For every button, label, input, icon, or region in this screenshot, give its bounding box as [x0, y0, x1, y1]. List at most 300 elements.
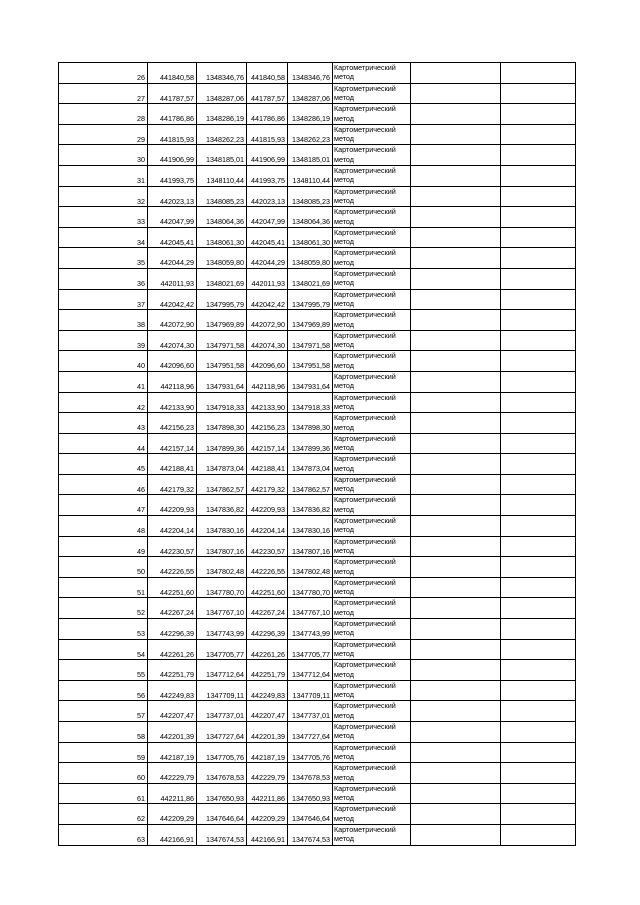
y-coordinate-cell: 1347712,64: [197, 660, 247, 681]
point-number-cell: 43: [59, 413, 148, 434]
x-coordinate-repeat-cell: 442207,47: [247, 701, 288, 722]
y-coordinate-repeat-cell: 1348059,80: [288, 248, 333, 269]
x-coordinate-cell: 442047,99: [148, 207, 197, 228]
x-coordinate-repeat-cell: 442226,55: [247, 557, 288, 578]
empty-cell: [411, 330, 501, 351]
point-number-cell: 35: [59, 248, 148, 269]
empty-cell: [501, 557, 576, 578]
y-coordinate-repeat-cell: 1348064,36: [288, 207, 333, 228]
x-coordinate-cell: 442023,13: [148, 186, 197, 207]
table-row: [59, 557, 576, 578]
x-coordinate-repeat-cell: 442251,60: [247, 577, 288, 598]
empty-cell: [411, 495, 501, 516]
y-coordinate-cell: 1348286,19: [197, 104, 247, 125]
empty-cell: [501, 413, 576, 434]
y-coordinate-cell: 1348085,23: [197, 186, 247, 207]
table-row: [59, 289, 576, 310]
table-row: [59, 207, 576, 228]
empty-cell: [411, 536, 501, 557]
method-cell: Картометрический метод: [333, 310, 411, 331]
method-cell: Картометрический метод: [333, 330, 411, 351]
x-coordinate-repeat-cell: 441786,86: [247, 104, 288, 125]
x-coordinate-cell: 442249,83: [148, 680, 197, 701]
method-cell: Картометрический метод: [333, 536, 411, 557]
table-row: [59, 186, 576, 207]
coordinates-table: [58, 62, 576, 846]
empty-cell: [501, 660, 576, 681]
y-coordinate-cell: 1348110,44: [197, 165, 247, 186]
point-number-cell: 54: [59, 639, 148, 660]
y-coordinate-repeat-cell: 1347969,89: [288, 310, 333, 331]
x-coordinate-repeat-cell: 442230,57: [247, 536, 288, 557]
y-coordinate-repeat-cell: 1347767,10: [288, 598, 333, 619]
method-cell: Картометрический метод: [333, 619, 411, 640]
x-coordinate-repeat-cell: 442157,14: [247, 433, 288, 454]
y-coordinate-cell: 1347898,30: [197, 413, 247, 434]
x-coordinate-cell: 441786,86: [148, 104, 197, 125]
empty-cell: [501, 330, 576, 351]
x-coordinate-cell: 442251,60: [148, 577, 197, 598]
x-coordinate-cell: 442157,14: [148, 433, 197, 454]
x-coordinate-cell: 442209,29: [148, 804, 197, 825]
method-cell: Картометрический метод: [333, 763, 411, 784]
y-coordinate-repeat-cell: 1347780,70: [288, 577, 333, 598]
y-coordinate-cell: 1348064,36: [197, 207, 247, 228]
y-coordinate-cell: 1347836,82: [197, 495, 247, 516]
method-cell: Картометрический метод: [333, 351, 411, 372]
x-coordinate-cell: 442188,41: [148, 454, 197, 475]
point-number-cell: 37: [59, 289, 148, 310]
x-coordinate-repeat-cell: 442166,91: [247, 824, 288, 845]
point-number-cell: 59: [59, 742, 148, 763]
y-coordinate-repeat-cell: 1347743,99: [288, 619, 333, 640]
empty-cell: [501, 392, 576, 413]
method-cell: Картометрический метод: [333, 701, 411, 722]
method-cell: Картометрический метод: [333, 804, 411, 825]
x-coordinate-repeat-cell: 442156,23: [247, 413, 288, 434]
table-row: [59, 83, 576, 104]
y-coordinate-repeat-cell: 1347971,58: [288, 330, 333, 351]
x-coordinate-cell: 442011,93: [148, 268, 197, 289]
y-coordinate-repeat-cell: 1347705,77: [288, 639, 333, 660]
y-coordinate-cell: 1347951,58: [197, 351, 247, 372]
empty-cell: [411, 371, 501, 392]
empty-cell: [501, 639, 576, 660]
table-row: [59, 413, 576, 434]
method-cell: Картометрический метод: [333, 433, 411, 454]
x-coordinate-cell: 441787,57: [148, 83, 197, 104]
table-row: [59, 351, 576, 372]
x-coordinate-repeat-cell: 442011,93: [247, 268, 288, 289]
y-coordinate-cell: 1347705,76: [197, 742, 247, 763]
point-number-cell: 55: [59, 660, 148, 681]
x-coordinate-repeat-cell: 442044,29: [247, 248, 288, 269]
table-row: [59, 63, 576, 84]
method-cell: Картометрический метод: [333, 824, 411, 845]
table-row: [59, 598, 576, 619]
y-coordinate-cell: 1347678,53: [197, 763, 247, 784]
empty-cell: [411, 124, 501, 145]
y-coordinate-repeat-cell: 1348110,44: [288, 165, 333, 186]
empty-cell: [411, 619, 501, 640]
y-coordinate-repeat-cell: 1347712,64: [288, 660, 333, 681]
x-coordinate-cell: 441993,75: [148, 165, 197, 186]
x-coordinate-repeat-cell: 442209,93: [247, 495, 288, 516]
table-row: [59, 330, 576, 351]
point-number-cell: 28: [59, 104, 148, 125]
x-coordinate-repeat-cell: 442023,13: [247, 186, 288, 207]
method-cell: Картометрический метод: [333, 289, 411, 310]
x-coordinate-cell: 442226,55: [148, 557, 197, 578]
table-row: [59, 227, 576, 248]
y-coordinate-repeat-cell: 1348021,69: [288, 268, 333, 289]
x-coordinate-cell: 442251,79: [148, 660, 197, 681]
table-row: [59, 619, 576, 640]
y-coordinate-repeat-cell: 1348286,19: [288, 104, 333, 125]
method-cell: Картометрический метод: [333, 413, 411, 434]
empty-cell: [501, 310, 576, 331]
table-row: [59, 783, 576, 804]
y-coordinate-cell: 1347931,64: [197, 371, 247, 392]
point-number-cell: 47: [59, 495, 148, 516]
empty-cell: [501, 371, 576, 392]
point-number-cell: 53: [59, 619, 148, 640]
method-cell: Картометрический метод: [333, 268, 411, 289]
empty-cell: [501, 577, 576, 598]
empty-cell: [411, 598, 501, 619]
point-number-cell: 52: [59, 598, 148, 619]
y-coordinate-cell: 1347780,70: [197, 577, 247, 598]
x-coordinate-repeat-cell: 442251,79: [247, 660, 288, 681]
x-coordinate-repeat-cell: 441840,58: [247, 63, 288, 84]
y-coordinate-cell: 1347807,16: [197, 536, 247, 557]
x-coordinate-cell: 442118,96: [148, 371, 197, 392]
table-row: [59, 310, 576, 331]
table-row: [59, 124, 576, 145]
y-coordinate-repeat-cell: 1348185,01: [288, 145, 333, 166]
y-coordinate-cell: 1347737,01: [197, 701, 247, 722]
table-row: [59, 680, 576, 701]
point-number-cell: 41: [59, 371, 148, 392]
empty-cell: [411, 63, 501, 84]
y-coordinate-cell: 1347705,77: [197, 639, 247, 660]
table-row: [59, 248, 576, 269]
empty-cell: [411, 145, 501, 166]
empty-cell: [501, 516, 576, 537]
method-cell: Картометрический метод: [333, 722, 411, 743]
x-coordinate-cell: 442211,86: [148, 783, 197, 804]
y-coordinate-repeat-cell: 1347807,16: [288, 536, 333, 557]
point-number-cell: 40: [59, 351, 148, 372]
point-number-cell: 58: [59, 722, 148, 743]
empty-cell: [501, 63, 576, 84]
y-coordinate-cell: 1348059,80: [197, 248, 247, 269]
empty-cell: [411, 207, 501, 228]
point-number-cell: 31: [59, 165, 148, 186]
empty-cell: [501, 763, 576, 784]
x-coordinate-repeat-cell: 441906,99: [247, 145, 288, 166]
method-cell: Картометрический метод: [333, 598, 411, 619]
method-cell: Картометрический метод: [333, 557, 411, 578]
empty-cell: [501, 351, 576, 372]
table-row: [59, 495, 576, 516]
empty-cell: [501, 207, 576, 228]
x-coordinate-cell: 442229,79: [148, 763, 197, 784]
x-coordinate-repeat-cell: 442249,83: [247, 680, 288, 701]
y-coordinate-cell: 1347727,64: [197, 722, 247, 743]
empty-cell: [411, 248, 501, 269]
table-row: [59, 474, 576, 495]
method-cell: Картометрический метод: [333, 165, 411, 186]
empty-cell: [411, 227, 501, 248]
empty-cell: [501, 268, 576, 289]
empty-cell: [501, 433, 576, 454]
x-coordinate-repeat-cell: 442188,41: [247, 454, 288, 475]
table-row: [59, 104, 576, 125]
y-coordinate-repeat-cell: 1347709,11: [288, 680, 333, 701]
point-number-cell: 42: [59, 392, 148, 413]
empty-cell: [411, 680, 501, 701]
table-row: [59, 701, 576, 722]
x-coordinate-repeat-cell: 441787,57: [247, 83, 288, 104]
point-number-cell: 34: [59, 227, 148, 248]
y-coordinate-cell: 1347862,57: [197, 474, 247, 495]
table-body: [59, 63, 576, 846]
y-coordinate-repeat-cell: 1348061,30: [288, 227, 333, 248]
empty-cell: [501, 83, 576, 104]
empty-cell: [411, 289, 501, 310]
empty-cell: [411, 83, 501, 104]
empty-cell: [411, 413, 501, 434]
x-coordinate-repeat-cell: 442201,39: [247, 722, 288, 743]
empty-cell: [411, 763, 501, 784]
empty-cell: [501, 145, 576, 166]
empty-cell: [501, 289, 576, 310]
empty-cell: [501, 680, 576, 701]
x-coordinate-repeat-cell: 442229,79: [247, 763, 288, 784]
empty-cell: [411, 454, 501, 475]
table-row: [59, 392, 576, 413]
method-cell: Картометрический метод: [333, 124, 411, 145]
empty-cell: [411, 742, 501, 763]
point-number-cell: 30: [59, 145, 148, 166]
x-coordinate-repeat-cell: 442133,90: [247, 392, 288, 413]
empty-cell: [501, 701, 576, 722]
x-coordinate-cell: 442179,32: [148, 474, 197, 495]
empty-cell: [501, 474, 576, 495]
x-coordinate-cell: 442156,23: [148, 413, 197, 434]
x-coordinate-cell: 442096,60: [148, 351, 197, 372]
y-coordinate-cell: 1347918,33: [197, 392, 247, 413]
x-coordinate-repeat-cell: 442179,32: [247, 474, 288, 495]
x-coordinate-repeat-cell: 442204,14: [247, 516, 288, 537]
y-coordinate-repeat-cell: 1347862,57: [288, 474, 333, 495]
empty-cell: [501, 722, 576, 743]
method-cell: Картометрический метод: [333, 207, 411, 228]
empty-cell: [411, 165, 501, 186]
point-number-cell: 26: [59, 63, 148, 84]
empty-cell: [501, 742, 576, 763]
x-coordinate-cell: 441840,58: [148, 63, 197, 84]
y-coordinate-repeat-cell: 1347802,48: [288, 557, 333, 578]
y-coordinate-repeat-cell: 1347678,53: [288, 763, 333, 784]
y-coordinate-repeat-cell: 1347727,64: [288, 722, 333, 743]
method-cell: Картометрический метод: [333, 495, 411, 516]
point-number-cell: 56: [59, 680, 148, 701]
y-coordinate-cell: 1347767,10: [197, 598, 247, 619]
table-row: [59, 639, 576, 660]
y-coordinate-repeat-cell: 1347650,93: [288, 783, 333, 804]
table-row: [59, 516, 576, 537]
table-row: [59, 804, 576, 825]
empty-cell: [411, 104, 501, 125]
empty-cell: [411, 660, 501, 681]
method-cell: Картометрический метод: [333, 392, 411, 413]
table-row: [59, 454, 576, 475]
point-number-cell: 57: [59, 701, 148, 722]
method-cell: Картометрический метод: [333, 660, 411, 681]
method-cell: Картометрический метод: [333, 145, 411, 166]
y-coordinate-repeat-cell: 1347674,53: [288, 824, 333, 845]
y-coordinate-repeat-cell: 1348287,06: [288, 83, 333, 104]
y-coordinate-repeat-cell: 1347836,82: [288, 495, 333, 516]
x-coordinate-cell: 442133,90: [148, 392, 197, 413]
point-number-cell: 45: [59, 454, 148, 475]
y-coordinate-repeat-cell: 1347898,30: [288, 413, 333, 434]
method-cell: Картометрический метод: [333, 104, 411, 125]
y-coordinate-repeat-cell: 1347705,76: [288, 742, 333, 763]
x-coordinate-cell: 442296,39: [148, 619, 197, 640]
x-coordinate-cell: 442074,30: [148, 330, 197, 351]
empty-cell: [501, 783, 576, 804]
empty-cell: [411, 577, 501, 598]
x-coordinate-cell: 442187,19: [148, 742, 197, 763]
table-row: [59, 371, 576, 392]
empty-cell: [411, 783, 501, 804]
x-coordinate-repeat-cell: 442211,86: [247, 783, 288, 804]
method-cell: Картометрический метод: [333, 516, 411, 537]
x-coordinate-repeat-cell: 442096,60: [247, 351, 288, 372]
method-cell: Картометрический метод: [333, 577, 411, 598]
point-number-cell: 33: [59, 207, 148, 228]
method-cell: Картометрический метод: [333, 680, 411, 701]
x-coordinate-repeat-cell: 442072,90: [247, 310, 288, 331]
y-coordinate-cell: 1348021,69: [197, 268, 247, 289]
empty-cell: [411, 392, 501, 413]
point-number-cell: 38: [59, 310, 148, 331]
table-row: [59, 742, 576, 763]
x-coordinate-cell: 441815,93: [148, 124, 197, 145]
point-number-cell: 63: [59, 824, 148, 845]
y-coordinate-cell: 1348262,23: [197, 124, 247, 145]
x-coordinate-cell: 442204,14: [148, 516, 197, 537]
point-number-cell: 44: [59, 433, 148, 454]
x-coordinate-cell: 442166,91: [148, 824, 197, 845]
point-number-cell: 60: [59, 763, 148, 784]
y-coordinate-cell: 1348287,06: [197, 83, 247, 104]
x-coordinate-cell: 442209,93: [148, 495, 197, 516]
table-row: [59, 165, 576, 186]
empty-cell: [411, 824, 501, 845]
x-coordinate-cell: 442207,47: [148, 701, 197, 722]
point-number-cell: 46: [59, 474, 148, 495]
table-row: [59, 577, 576, 598]
table-row: [59, 145, 576, 166]
x-coordinate-repeat-cell: 442042,42: [247, 289, 288, 310]
y-coordinate-repeat-cell: 1347737,01: [288, 701, 333, 722]
table-row: [59, 824, 576, 845]
x-coordinate-cell: 442072,90: [148, 310, 197, 331]
y-coordinate-repeat-cell: 1348262,23: [288, 124, 333, 145]
x-coordinate-repeat-cell: 442047,99: [247, 207, 288, 228]
y-coordinate-repeat-cell: 1347873,04: [288, 454, 333, 475]
empty-cell: [501, 124, 576, 145]
empty-cell: [501, 824, 576, 845]
table-row: [59, 763, 576, 784]
point-number-cell: 36: [59, 268, 148, 289]
y-coordinate-repeat-cell: 1347918,33: [288, 392, 333, 413]
table-row: [59, 722, 576, 743]
y-coordinate-cell: 1347709,11: [197, 680, 247, 701]
table-row: [59, 536, 576, 557]
empty-cell: [411, 701, 501, 722]
y-coordinate-repeat-cell: 1348085,23: [288, 186, 333, 207]
y-coordinate-cell: 1347646,64: [197, 804, 247, 825]
empty-cell: [411, 557, 501, 578]
y-coordinate-cell: 1347743,99: [197, 619, 247, 640]
method-cell: Картометрический метод: [333, 371, 411, 392]
method-cell: Картометрический метод: [333, 474, 411, 495]
y-coordinate-repeat-cell: 1348346,76: [288, 63, 333, 84]
x-coordinate-repeat-cell: 442118,96: [247, 371, 288, 392]
y-coordinate-cell: 1347995,79: [197, 289, 247, 310]
x-coordinate-cell: 442044,29: [148, 248, 197, 269]
method-cell: Картометрический метод: [333, 742, 411, 763]
method-cell: Картометрический метод: [333, 639, 411, 660]
empty-cell: [411, 310, 501, 331]
point-number-cell: 27: [59, 83, 148, 104]
method-cell: Картометрический метод: [333, 83, 411, 104]
x-coordinate-cell: 442042,42: [148, 289, 197, 310]
empty-cell: [501, 248, 576, 269]
y-coordinate-cell: 1347802,48: [197, 557, 247, 578]
point-number-cell: 48: [59, 516, 148, 537]
method-cell: Картометрический метод: [333, 454, 411, 475]
y-coordinate-cell: 1347971,58: [197, 330, 247, 351]
y-coordinate-cell: 1347969,89: [197, 310, 247, 331]
y-coordinate-repeat-cell: 1347646,64: [288, 804, 333, 825]
x-coordinate-repeat-cell: 441993,75: [247, 165, 288, 186]
table-row: [59, 660, 576, 681]
empty-cell: [411, 351, 501, 372]
y-coordinate-repeat-cell: 1347899,36: [288, 433, 333, 454]
method-cell: Картометрический метод: [333, 783, 411, 804]
empty-cell: [501, 186, 576, 207]
y-coordinate-repeat-cell: 1347931,64: [288, 371, 333, 392]
empty-cell: [411, 639, 501, 660]
point-number-cell: 62: [59, 804, 148, 825]
empty-cell: [501, 495, 576, 516]
y-coordinate-repeat-cell: 1347951,58: [288, 351, 333, 372]
x-coordinate-repeat-cell: 442267,24: [247, 598, 288, 619]
empty-cell: [501, 619, 576, 640]
y-coordinate-cell: 1348061,30: [197, 227, 247, 248]
point-number-cell: 39: [59, 330, 148, 351]
point-number-cell: 29: [59, 124, 148, 145]
point-number-cell: 32: [59, 186, 148, 207]
x-coordinate-repeat-cell: 442074,30: [247, 330, 288, 351]
empty-cell: [501, 227, 576, 248]
